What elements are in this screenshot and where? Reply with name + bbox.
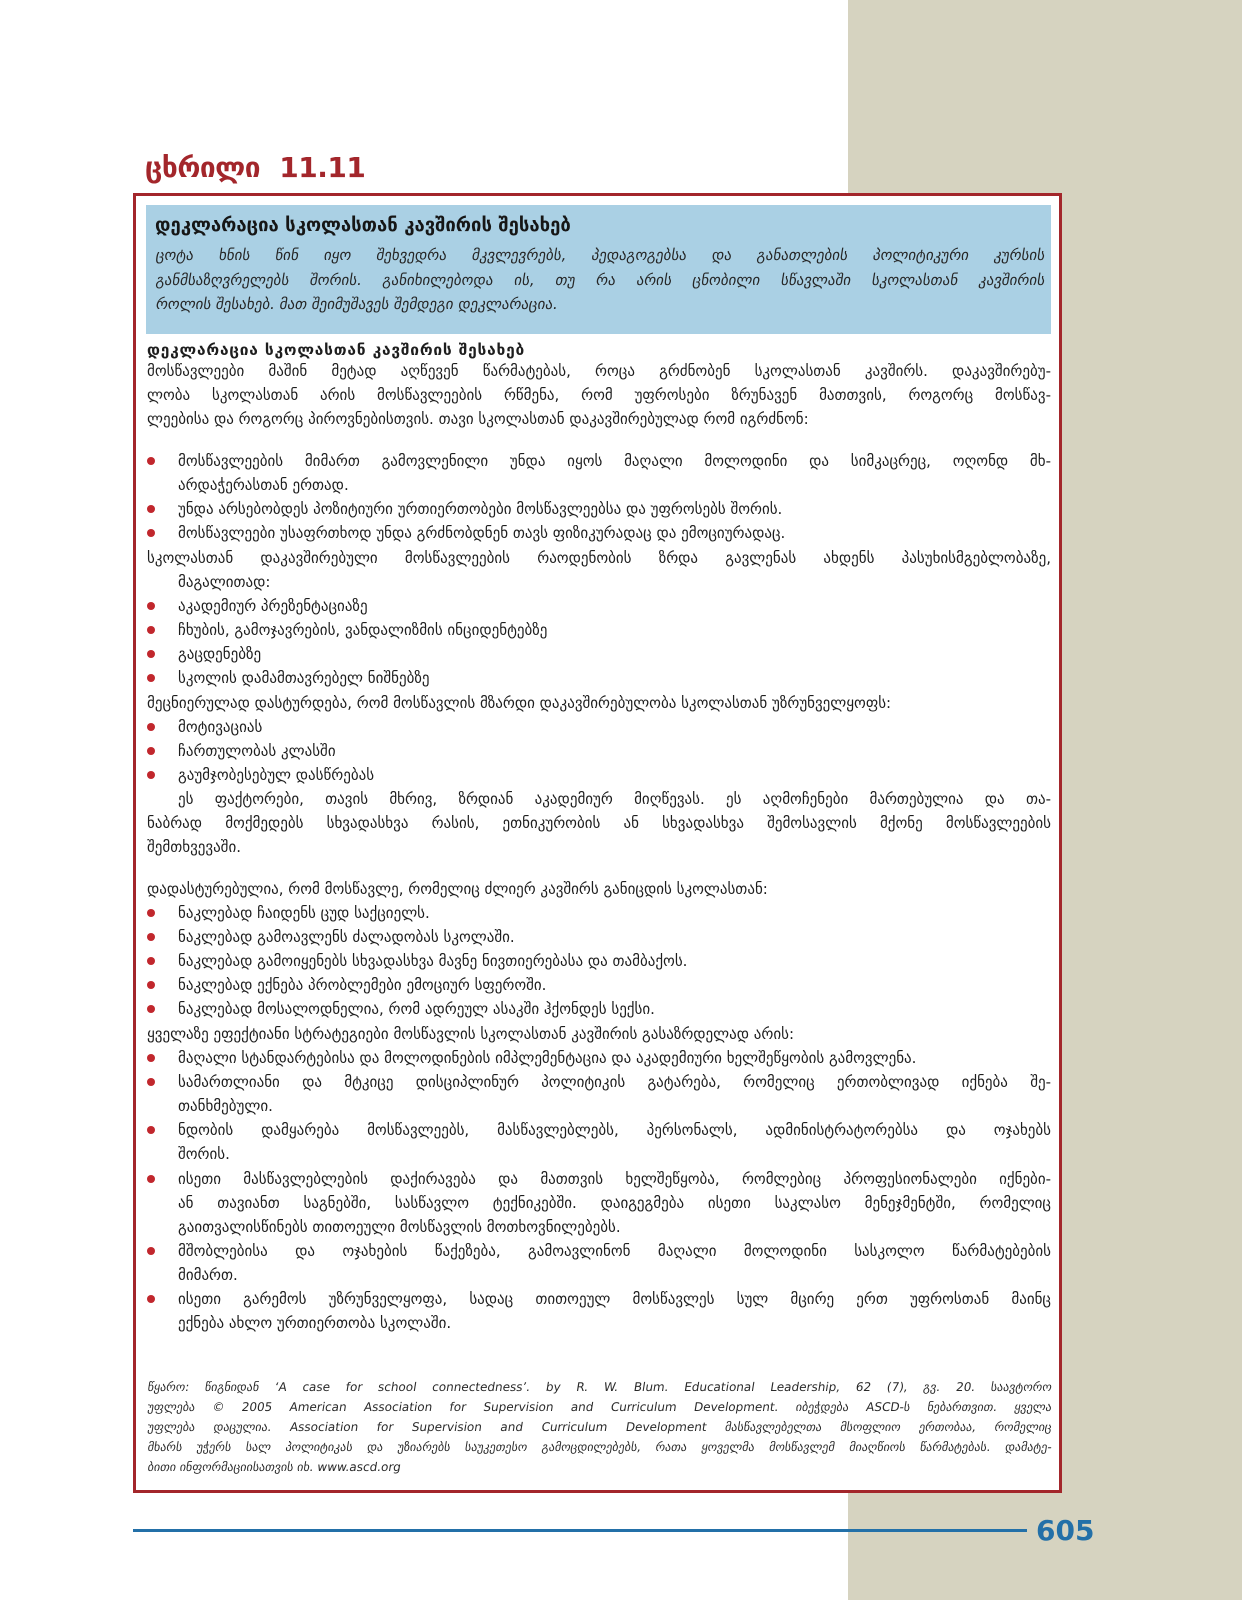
list-item bbox=[147, 1046, 1051, 1070]
list-item-line: გაითვალისწინებს თითოეული მოსწავლის მოთხოვნილებებს. bbox=[178, 1217, 621, 1236]
evidence-note-paragraph bbox=[147, 787, 1051, 859]
impact-lead-paragraph bbox=[147, 546, 1051, 594]
outcomes-lead-paragraph bbox=[147, 877, 1051, 901]
source-line: წყარო: წიგნიდან ‘A case for school connectedness’. by R. W. Blum. Educational Leadership, 62 (7), გვ. 20. საავტორო bbox=[146, 1379, 1053, 1394]
list-item bbox=[147, 763, 1051, 787]
list-item-line: მოსწავლეების მიმართ გამოვლენილი უნდა იყოს მაღალი მოლოდინი და სიმკაცრეც, ოღონდ მხ- bbox=[178, 451, 1051, 470]
text-line: შემთხვევაში. bbox=[147, 838, 241, 857]
bullet-icon bbox=[147, 909, 155, 917]
panel-intro-line: როლის შესახებ. მათ შეიმუშავეს შემდეგი დეკლარაცია. bbox=[154, 295, 560, 313]
text-line: დადასტურებულია, რომ მოსწავლე, რომელიც ძლიერ კავშირს განიცდის სკოლასთან: bbox=[147, 879, 768, 898]
list-item-line: მიმართ. bbox=[178, 1266, 238, 1285]
list-item-line: სკოლის დამამთავრებელ ნიშნებზე bbox=[178, 669, 430, 688]
list-item-line: ისეთი გარემოს უზრუნველყოფა, სადაც თითოეულ მოსწავლეს სულ მცირე ერთ უფროსთან მაინც bbox=[178, 1290, 1051, 1309]
bullet-icon bbox=[147, 957, 155, 965]
bullet-icon bbox=[147, 529, 155, 537]
list-item-line: ნაკლებად ჩაიდენს ცუდ საქციელს. bbox=[178, 903, 430, 922]
evidence-lead-paragraph bbox=[147, 691, 1051, 715]
bullet-icon bbox=[147, 1054, 155, 1062]
list-item bbox=[147, 973, 1051, 997]
list-item-line: ნაკლებად გამოიყენებს სხვადასხვა მავნე ნივთიერებასა და თამბაქოს. bbox=[178, 952, 688, 971]
list-item-line: მოტივაციას bbox=[178, 717, 263, 736]
list-item-line: უნდა არსებობდეს პოზიტიური ურთიერთობები მოსწავლეებსა და უფროსებს შორის. bbox=[178, 500, 783, 519]
list-item-line: ისეთი მასწავლებლების დაქირავება და მათთვის ხელშეწყობა, რომლებიც პროფესიონალები იქნები- bbox=[178, 1169, 1051, 1188]
list-item bbox=[147, 666, 1051, 690]
bullet-icon bbox=[147, 505, 155, 513]
table-title: ცხრილი 11.11 bbox=[145, 151, 366, 184]
list-item-line: გაუმჯობესებულ დასწრებას bbox=[178, 766, 375, 784]
list-item bbox=[147, 925, 1051, 949]
list-item bbox=[147, 715, 1051, 739]
panel-intro bbox=[154, 243, 1047, 317]
bullet-icon bbox=[147, 981, 155, 989]
bullet-icon bbox=[147, 1005, 155, 1013]
bullet-icon bbox=[147, 1126, 155, 1134]
bullet-icon bbox=[147, 650, 155, 658]
list-item bbox=[147, 1070, 1051, 1118]
list-item-line: შორის. bbox=[178, 1145, 230, 1164]
strategies-lead-paragraph bbox=[147, 1022, 1051, 1046]
list-item-line: არდაჭერასთან ერთად. bbox=[178, 476, 349, 495]
bullet-icon bbox=[147, 771, 155, 779]
conditions-list bbox=[147, 449, 1051, 546]
list-item-line: აკადემიურ პრეზენტაციაზე bbox=[178, 596, 368, 615]
outcomes-list bbox=[147, 901, 1051, 1022]
table-box bbox=[133, 193, 1062, 1493]
list-item-line: მშობლებისა და ოჯახების წაქეზება, გამოავლინონ მაღალი მოლოდინი სასკოლო წარმატებების bbox=[178, 1241, 1051, 1260]
bullet-icon bbox=[147, 1295, 155, 1303]
bullet-icon bbox=[147, 933, 155, 941]
list-item bbox=[147, 1118, 1051, 1166]
source-line: მხარს უჭერს სალ პოლიტიკას და უზიარებს საუკეთესო გამოცდილებებს, რათა ყოველმა მოსწავლემ მიაღწიოს წარმატებას. დამატე- bbox=[146, 1439, 1053, 1454]
list-item bbox=[147, 949, 1051, 973]
text-line: მაგალითად: bbox=[178, 572, 271, 591]
panel-intro-line: განმსაზღვრელებს შორის. განიხილებოდა ის, თუ რა არის ცნობილი სწავლაში სკოლასთან კავშირის bbox=[154, 270, 1047, 289]
evidence-list bbox=[147, 715, 1051, 787]
footer-rule bbox=[133, 1529, 1027, 1532]
bullet-icon bbox=[147, 674, 155, 682]
list-item bbox=[147, 901, 1051, 925]
impact-list bbox=[147, 594, 1051, 691]
bullet-icon bbox=[147, 723, 155, 731]
list-item bbox=[147, 997, 1051, 1021]
list-item-line: ექნება ახლო ურთიერთობა სკოლაში. bbox=[178, 1314, 452, 1333]
list-item-line: ნაკლებად გამოავლენს ძალადობას სკოლაში. bbox=[178, 927, 515, 946]
bullet-icon bbox=[147, 1175, 155, 1183]
list-item bbox=[147, 1167, 1051, 1239]
list-item bbox=[147, 642, 1051, 666]
list-item bbox=[147, 1287, 1051, 1335]
text-line: სკოლასთან დაკავშირებული მოსწავლეების რაოდენობის ზრდა გავლენას ახდენს პასუხისმგებლობაზე, bbox=[147, 548, 1051, 567]
bullet-icon bbox=[147, 1247, 155, 1255]
text-line: ლეებისა და როგორც პიროვნებისთვის. თავი სკოლასთან დაკავშირებულად რომ იგრძნონ: bbox=[147, 410, 809, 429]
header-panel bbox=[146, 205, 1051, 334]
list-item-line: მაღალი სტანდარტებისა და მოლოდინების იმპლემენტაცია და აკადემიური ხელშეწყობის გამოვლენა. bbox=[178, 1048, 917, 1067]
list-item bbox=[147, 739, 1051, 763]
text-line: ნაბრად მოქმედებს სხვადასხვა რასის, ეთნიკურობის ან სხვადასხვა შემოსავლის მქონე მოსწავლეების bbox=[147, 814, 1051, 833]
declaration-heading: დეკლარაცია სკოლასთან კავშირის შესახებ bbox=[147, 341, 526, 359]
text-line: ლობა სკოლასთან არის მოსწავლეების რწმენა, რომ უფროსები ზრუნავენ მათთვის, როგორც მოსწავ- bbox=[147, 386, 1051, 405]
page-number: 605 bbox=[1036, 1514, 1095, 1547]
list-item-line: ნაკლებად ექნება პრობლემები ემოციურ სფეროში. bbox=[178, 976, 547, 995]
declaration-content bbox=[147, 342, 1051, 1477]
list-item bbox=[147, 521, 1051, 545]
list-item-line: ჩხუბის, გამოჯავრების, ვანდალიზმის ინციდენტებზე bbox=[178, 621, 548, 640]
text-line: ყველაზე ეფექტიანი სტრატეგიები მოსწავლის სკოლასთან კავშირის გასაზრდელად არის: bbox=[147, 1024, 794, 1043]
bullet-icon bbox=[147, 457, 155, 465]
list-item bbox=[147, 1239, 1051, 1287]
list-item bbox=[147, 594, 1051, 618]
source-note bbox=[147, 1377, 1051, 1477]
list-item bbox=[147, 449, 1051, 497]
text-line: მოსწავლეები მაშინ მეტად აღწევენ წარმატებას, როცა გრძნობენ სკოლასთან კავშირს. დაკავშირებუ- bbox=[147, 362, 1051, 380]
list-item-line: სამართლიანი და მტკიცე დისციპლინურ პოლიტიკის გატარება, რომელიც ერთობლივად იქნება შე- bbox=[178, 1072, 1051, 1091]
intro-paragraph bbox=[147, 359, 1051, 431]
list-item-line: ან თავიანთ საგნებში, სასწავლო ტექნიკებში. დაიგეგმება ისეთი საკლასო მენეჯმენტში, რომელიც bbox=[178, 1193, 1051, 1212]
source-line: უფლება დაცულია. Association for Supervision and Curriculum Development მასწავლებელთა მსოფლიო ერთობაა, რომელიც bbox=[146, 1419, 1053, 1434]
bullet-icon bbox=[147, 602, 155, 610]
source-line: უფლება © 2005 American Association for Supervision and Curriculum Development. იბეჭდება ASCD-ს ნებართვით. ყველა bbox=[146, 1399, 1053, 1414]
text-line: ეს ფაქტორები, თავის მხრივ, ზრდიან აკადემიურ მიღწევას. ეს აღმოჩენები მართებულია და თა- bbox=[178, 790, 1051, 809]
list-item-line: გაცდენებზე bbox=[178, 645, 262, 664]
bullet-icon bbox=[147, 1078, 155, 1086]
list-item-line: ნდობის დამყარება მოსწავლეებს, მასწავლებლებს, პერსონალს, ადმინისტრატორებსა და ოჯახებს bbox=[178, 1121, 1051, 1140]
bullet-icon bbox=[147, 626, 155, 634]
list-item-line: თანხმებული. bbox=[178, 1097, 273, 1116]
list-item-line: მოსწავლეები უსაფრთხოდ უნდა გრძნობდნენ თავს ფიზიკურადაც და ემოციურადაც. bbox=[178, 524, 786, 543]
list-item-line: ნაკლებად მოსალოდნელია, რომ ადრეულ ასაკში ჰქონდეს სექსი. bbox=[178, 1000, 655, 1019]
list-item bbox=[147, 497, 1051, 521]
text-line: მეცნიერულად დასტურდება, რომ მოსწავლის მზარდი დაკავშირებულობა სკოლასთან უზრუნველყოფს: bbox=[147, 693, 892, 712]
list-item bbox=[147, 618, 1051, 642]
strategies-list bbox=[147, 1046, 1051, 1336]
source-line: ბითი ინფორმაციისათვის იხ. www.ascd.org bbox=[146, 1459, 402, 1474]
panel-heading: დეკლარაცია სკოლასთან კავშირის შესახებ bbox=[155, 215, 571, 236]
list-item-line: ჩართულობას კლასში bbox=[178, 741, 336, 760]
bullet-icon bbox=[147, 747, 155, 755]
panel-intro-line: ცოტა ხნის წინ იყო შეხვედრა მკვლევრებს, პედაგოგებსა და განათლების პოლიტიკური კურსის bbox=[154, 246, 1047, 264]
